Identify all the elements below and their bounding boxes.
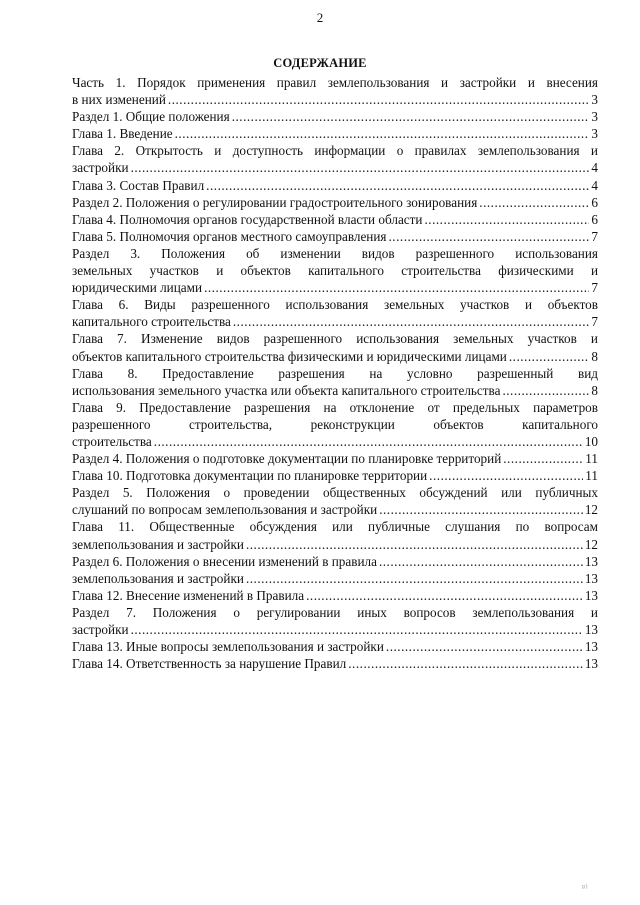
toc-entry-last-line xyxy=(72,108,598,125)
toc-entry[interactable] xyxy=(72,330,598,364)
toc-entry-line: землепользования и застройки xyxy=(72,536,244,552)
toc-entry-last-line xyxy=(72,348,598,365)
toc-entry-line: строительства xyxy=(72,433,152,449)
toc-page-number: 4 xyxy=(591,177,598,193)
toc-entry[interactable] xyxy=(72,399,598,450)
dot-leader xyxy=(154,433,583,450)
toc-entry-line: Глава 4. Полномочия органов государственной власти области xyxy=(72,211,423,227)
toc-page-number: 8 xyxy=(591,348,598,364)
dot-leader xyxy=(479,194,589,211)
toc-entry-last-line xyxy=(72,279,598,296)
toc-entry-last-line xyxy=(72,621,598,638)
toc-entry-line: Глава 12. Внесение изменений в Правила xyxy=(72,587,305,603)
toc-entry-last-line xyxy=(72,125,598,142)
toc-entry-line: Раздел 2. Положения о регулировании градостроительного зонирования xyxy=(72,194,478,210)
toc-entry-last-line xyxy=(72,228,598,245)
toc-entry-line: Глава 13. Иные вопросы землепользования и застройки xyxy=(72,639,384,655)
toc-page-number: 13 xyxy=(584,639,598,655)
toc-entry-line: Глава 9. Предоставление разрешения на отклонение от предельных параметров xyxy=(72,399,598,415)
toc-entry-line: Глава 2. Открытость и доступность информации о правилах землепользования и xyxy=(72,143,598,159)
toc-entry-line: Глава 7. Изменение видов разрешенного использования земельных участков и xyxy=(72,331,598,347)
toc-entry-last-line xyxy=(72,655,598,672)
toc-entry[interactable] xyxy=(72,450,598,467)
toc-page-number: 12 xyxy=(584,502,598,518)
toc-entry[interactable] xyxy=(72,365,598,399)
toc-page-number: 8 xyxy=(591,382,598,398)
toc-entry-last-line xyxy=(72,553,598,570)
toc-page-number: 13 xyxy=(584,570,598,586)
toc-entry-line: капитального строительства xyxy=(72,314,231,330)
toc-page-number: 12 xyxy=(584,536,598,552)
toc-entry-line: Раздел 7. Положения о регулировании иных вопросов землепользования и xyxy=(72,604,598,620)
toc-page-number: 3 xyxy=(591,92,598,108)
toc-entry-last-line xyxy=(72,467,598,484)
dot-leader xyxy=(168,91,590,108)
toc-page-number: 6 xyxy=(591,211,598,227)
toc-page-number: 7 xyxy=(591,280,598,296)
toc-entry-last-line xyxy=(72,91,598,108)
dot-leader xyxy=(386,638,583,655)
dot-leader xyxy=(233,313,590,330)
toc-entry[interactable] xyxy=(72,74,598,108)
toc-entry-line: разрешенного строительства, реконструкции объектов капитального xyxy=(72,416,598,432)
toc-entry-line: объектов капитального строительства физическими и юридическими лицами xyxy=(72,348,507,364)
toc-entry[interactable] xyxy=(72,125,598,142)
toc-entry[interactable] xyxy=(72,194,598,211)
dot-leader xyxy=(131,621,583,638)
toc-entry-line: использования земельного участка или объекта капитального строительства xyxy=(72,382,501,398)
toc-entry-last-line xyxy=(72,433,598,450)
toc-entry-last-line xyxy=(72,194,598,211)
toc-entry-line: Глава 1. Введение xyxy=(72,126,173,142)
toc-entry-line: Глава 3. Состав Правил xyxy=(72,177,205,193)
dot-leader xyxy=(348,655,583,672)
dot-leader xyxy=(429,467,583,484)
toc-entry-last-line xyxy=(72,450,598,467)
toc-entry-last-line xyxy=(72,570,598,587)
toc-entry-line: землепользования и застройки xyxy=(72,570,244,586)
toc-entry[interactable] xyxy=(72,518,598,552)
table-of-contents xyxy=(72,74,598,672)
toc-page-number: 11 xyxy=(585,468,598,484)
toc-page-number: 4 xyxy=(591,160,598,176)
toc-entry-line: в них изменений xyxy=(72,92,166,108)
toc-entry[interactable] xyxy=(72,553,598,570)
toc-entry[interactable] xyxy=(72,484,598,518)
toc-entry[interactable] xyxy=(72,467,598,484)
toc-page-number: 10 xyxy=(584,433,598,449)
toc-page-number: 13 xyxy=(584,553,598,569)
toc-entry-last-line xyxy=(72,159,598,176)
dot-leader xyxy=(509,348,590,365)
toc-page-number: 11 xyxy=(585,451,598,467)
dot-leader xyxy=(246,536,583,553)
toc-entry[interactable] xyxy=(72,245,598,296)
dot-leader xyxy=(379,501,583,518)
dot-leader xyxy=(131,159,590,176)
scan-mark: ﾛﾄ xyxy=(581,884,588,891)
dot-leader xyxy=(246,570,583,587)
toc-entry-line: Раздел 4. Положения о подготовке документации по планировке территорий xyxy=(72,451,502,467)
toc-entry-line: Глава 8. Предоставление разрешения на условно разрешенный вид xyxy=(72,365,598,381)
toc-entry-last-line xyxy=(72,177,598,194)
toc-entry[interactable] xyxy=(72,211,598,228)
toc-entry-line: Глава 6. Виды разрешенного использования земельных участков и объектов xyxy=(72,297,598,313)
toc-entry-line: Раздел 3. Положения об изменении видов разрешенного использования xyxy=(72,245,598,261)
dot-leader xyxy=(503,450,583,467)
dot-leader xyxy=(306,587,583,604)
toc-page-number: 13 xyxy=(584,622,598,637)
toc-entry-line: Часть 1. Порядок применения правил землепользования и застройки и внесения xyxy=(72,75,598,90)
toc-entry-line: Раздел 6. Положения о внесении изменений в правила xyxy=(72,553,377,569)
toc-entry-last-line xyxy=(72,382,598,399)
toc-entry-line: земельных участков и объектов капитального строительства физическими и xyxy=(72,263,598,279)
dot-leader xyxy=(424,211,589,228)
page-number: 2 xyxy=(316,10,324,25)
toc-entry-last-line xyxy=(72,587,598,604)
toc-entry-line: Раздел 1. Общие положения xyxy=(72,109,230,125)
toc-entry-last-line xyxy=(72,211,598,228)
toc-entry[interactable] xyxy=(72,655,598,672)
toc-entry[interactable] xyxy=(72,228,598,245)
toc-entry[interactable] xyxy=(72,142,598,176)
toc-entry-line: Глава 10. Подготовка документации по планировке территории xyxy=(72,468,428,484)
toc-entry-line: слушаний по вопросам землепользования и застройки xyxy=(72,502,378,518)
toc-entry-last-line xyxy=(72,536,598,553)
dot-leader xyxy=(204,279,589,296)
toc-entry[interactable] xyxy=(72,570,598,587)
toc-entry[interactable] xyxy=(72,177,598,194)
toc-page-number: 3 xyxy=(591,126,598,142)
dot-leader xyxy=(175,125,590,142)
toc-page-number: 3 xyxy=(591,109,598,125)
toc-entry-line: Глава 5. Полномочия органов местного самоуправления xyxy=(72,228,387,244)
toc-entry[interactable] xyxy=(72,108,598,125)
toc-entry-line: застройки xyxy=(72,622,129,637)
dot-leader xyxy=(206,177,589,194)
toc-entry-line: Глава 11. Общественные обсуждения или публичные слушания по вопросам xyxy=(72,519,598,535)
toc-entry-last-line xyxy=(72,501,598,518)
toc-entry-line: юридическими лицами xyxy=(72,280,203,296)
toc-page-number: 13 xyxy=(584,587,598,603)
toc-entry[interactable] xyxy=(72,587,598,604)
toc-page-number: 6 xyxy=(591,194,598,210)
dot-leader xyxy=(502,382,589,399)
toc-entry-line: Раздел 5. Положения о проведении общественных обсуждений или публичных xyxy=(72,485,598,501)
toc-entry-last-line xyxy=(72,638,598,655)
toc-page-number: 7 xyxy=(591,314,598,330)
toc-page-number: 7 xyxy=(591,228,598,244)
toc-entry[interactable] xyxy=(72,638,598,655)
toc-entry-last-line xyxy=(72,313,598,330)
toc-entry-line: застройки xyxy=(72,160,129,176)
toc-title: СОДЕРЖАНИЕ xyxy=(273,56,367,70)
toc-entry[interactable] xyxy=(72,296,598,330)
dot-leader xyxy=(232,108,590,125)
toc-entry[interactable] xyxy=(72,604,598,638)
toc-entry-line: Глава 14. Ответственность за нарушение Правил xyxy=(72,656,347,672)
dot-leader xyxy=(379,553,583,570)
toc-page-number: 13 xyxy=(584,656,598,672)
dot-leader xyxy=(389,228,590,245)
